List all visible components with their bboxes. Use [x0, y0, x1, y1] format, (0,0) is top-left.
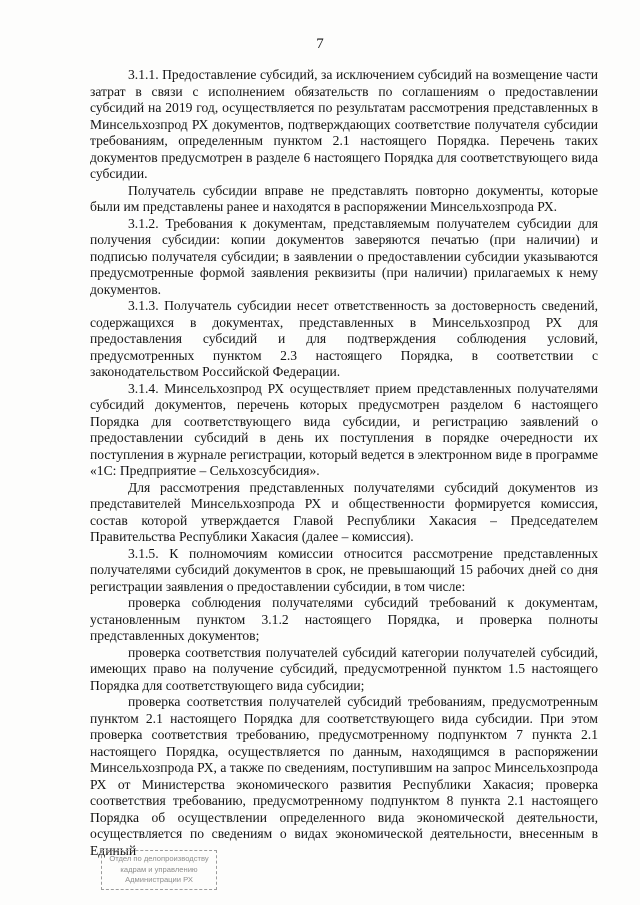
list-item-document-check: проверка соблюдения получателями субсидий требований к документам, установленным пунктом 3.1.2 настоящего Порядка, и проверка полноты представленных документов; [90, 595, 598, 643]
list-item-requirements-check: проверка соответствия получателей субсидий требованиям, предусмотренным пунктом 2.1 настоящего Порядка для соответствующего вида субсидии. При этом проверка соответствия требованию, предусмотренному подпунктом 7 пункта 2.1 настоящего Порядка, осуществляется по данным, находящимся в распоряжении Минсельхозпрода РХ, а также по сведениям, поступившим на запрос Минсельхозпрода РХ от Министерства экономического развития Республики Хакасия; проверка соответствия требованию, предусмотренному подпунктом 8 пункта 2.1 настоящего Порядка об осуществлении определенного вида экономической деятельности, осуществляется по сведениям о видах экономической деятельности, внесенным в Единый [90, 694, 599, 858]
stamp-line: кадрам и управлению [120, 864, 198, 874]
stamp-line: Администрации РХ [125, 875, 193, 884]
page-number: 7 [316, 36, 324, 52]
list-item-category-check: проверка соответствия получателей субсидий категории получателей субсидий, имеющих право на получение субсидий, предусмотренной пунктом 1.5 настоящего Порядка для соответствующего вида субсидии; [90, 644, 598, 693]
registry-stamp [101, 850, 217, 890]
stamp-line: Отдел по делопроизводству [109, 854, 209, 863]
paragraph-resubmission: Получатель субсидии вправе не представлять повторно документы, которые были им представлены ранее и находятся в распоряжении Минсельхозпрода РХ. [90, 182, 598, 214]
paragraph-3-1-1: 3.1.1. Предоставление субсидий, за исключением субсидий на возмещение части затрат в связи с исполнением обязательств по соглашениям о предоставлении субсидий на 2019 год, осуществляется по результатам рассмотрения представленных в Минсельхозпрод РХ документов, подтверждающих соответствие получателя субсидии требованиям, определенным пунктом 2.1 настоящего Порядка. Перечень таких документов предусмотрен в разделе 6 настоящего Порядка для соответствующего вида субсидии. [90, 67, 598, 181]
paragraph-commission: Для рассмотрения представленных получателями субсидий документов из представителей Минсельхозпрода РХ и общественности формируется комиссия, состав которой утверждается Главой Республики Хакасия – Председателем Правительства Республики Хакасия (далее – комиссия). [90, 479, 598, 544]
document-body [90, 67, 598, 859]
paragraph-3-1-5: 3.1.5. К полномочиям комиссии относится рассмотрение представленных получателями субсидий документов в срок, не превышающий 15 рабочих дней со дня регистрации заявления о предоставлении субсидии, в том числе: [90, 545, 598, 594]
paragraph-3-1-4: 3.1.4. Минсельхозпрод РХ осуществляет прием представленных получателями субсидий документов, перечень которых предусмотрен разделом 6 настоящего Порядка для соответствующего вида субсидии, и регистрацию заявлений о предоставлении субсидий в день их поступления в порядке очередности их поступления в журнале регистрации, который ведется в электронном виде в программе «1С: Предприятие – Сельхозсубсидия». [90, 380, 598, 478]
paragraph-3-1-3: 3.1.3. Получатель субсидии несет ответственность за достоверность сведений, содержащихся в документах, представленных в Минсельхозпрод РХ для предоставления субсидий и для подтверждения соблюдения условий, предусмотренных пунктом 2.3 настоящего Порядка, в соответствии с законодательством Российской Федерации. [90, 298, 598, 379]
paragraph-3-1-2: 3.1.2. Требования к документам, представляемым получателем субсидии для получения субсидии: копии документов заверяются печатью (при наличии) и подписью получателя субсидии; в заявлении о предоставлении субсидии указываются предусмотренные формой заявления реквизиты (при наличии) прилагаемых к нему документов. [90, 215, 598, 297]
